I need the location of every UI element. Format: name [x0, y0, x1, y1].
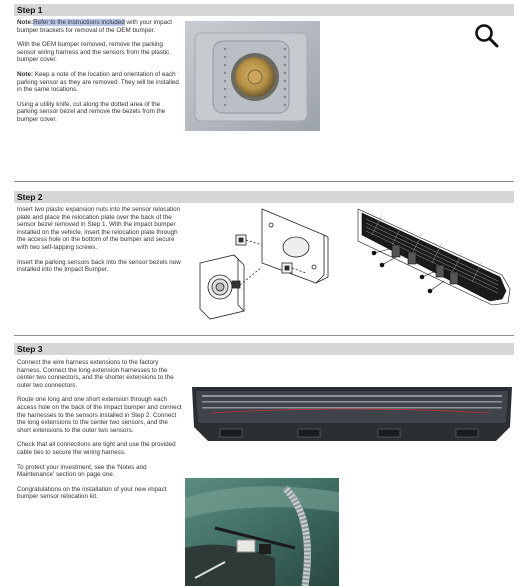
step-1-paragraph: Using a utility knife, cut along the dotted area of the parking sensor bezel and remove the bezels from the bumper cover.	[17, 100, 166, 123]
step-3-header: Step 3	[14, 343, 514, 355]
bumper-underside-diagram	[352, 205, 514, 317]
step-1-paragraph: Note: Keep a note of the location and orientation of each parking sensor as they are removed. They will be installed in the same locations.	[17, 70, 179, 94]
sensor-bezel-photo	[185, 21, 320, 131]
magnifier-icon[interactable]	[473, 22, 501, 50]
step-3-paragraph: Connect the wire harness extensions to the factory harness. Connect the long extension harnesses to the center two connectors, and the shorter extensions to the outer two connectors.	[17, 359, 174, 389]
step-1-text	[17, 19, 182, 131]
step-1	[14, 4, 514, 16]
step-2	[14, 191, 514, 203]
step-2-paragraph: Insert two plastic expansion nuts into the sensor relocation plate and place the relocation plate over the back of the sensor bezel removed in Step 1. With the impact bumper installed on the vehicle, insert the relocation plate through the access hole on the bottom of the bumper and secure with two self-tapping screws.	[17, 206, 181, 251]
step-3-paragraph: To protect your investment, see the 'Notes and Maintenance' section on page one.	[17, 463, 147, 479]
step-3	[14, 343, 514, 355]
step-3-paragraph: Congratulations on the installation of your new impact bumper sensor relocation kit.	[17, 485, 167, 501]
step-3-text	[17, 359, 182, 508]
wiring-installed-photo	[185, 478, 339, 586]
divider	[14, 181, 514, 182]
step-1-header: Step 1	[14, 4, 514, 16]
step-2-paragraph: Insert the parking sensors back into the sensor bezels now installed into the Impact Bumper.	[17, 258, 181, 274]
step-3-paragraph: Check that all connections are tight and use the provided cable ties to secure the wiring harness.	[17, 441, 176, 456]
step-1-paragraph: Note:Refer to the instructions included with your impact bumper brackets for removal of the OEM bumper.	[17, 19, 173, 34]
step-3-paragraph: Route one long and one short extension through each access hole on the back of the impact bumper and connect the harnesses to the sensors installed in Step 2. Connect the long extensions to the center two sensors, and the short extensions to the outer two sensors.	[17, 396, 182, 434]
step-2-text	[17, 206, 182, 281]
bumper-harness-photo	[190, 383, 514, 451]
relocation-plate-diagram	[196, 205, 336, 323]
step-2-header: Step 2	[14, 191, 514, 203]
step-1-paragraph: With the OEM bumper removed, remove the parking sensor wiring harness and the sensors from the plastic bumper cover.	[17, 41, 170, 64]
divider	[14, 335, 514, 336]
